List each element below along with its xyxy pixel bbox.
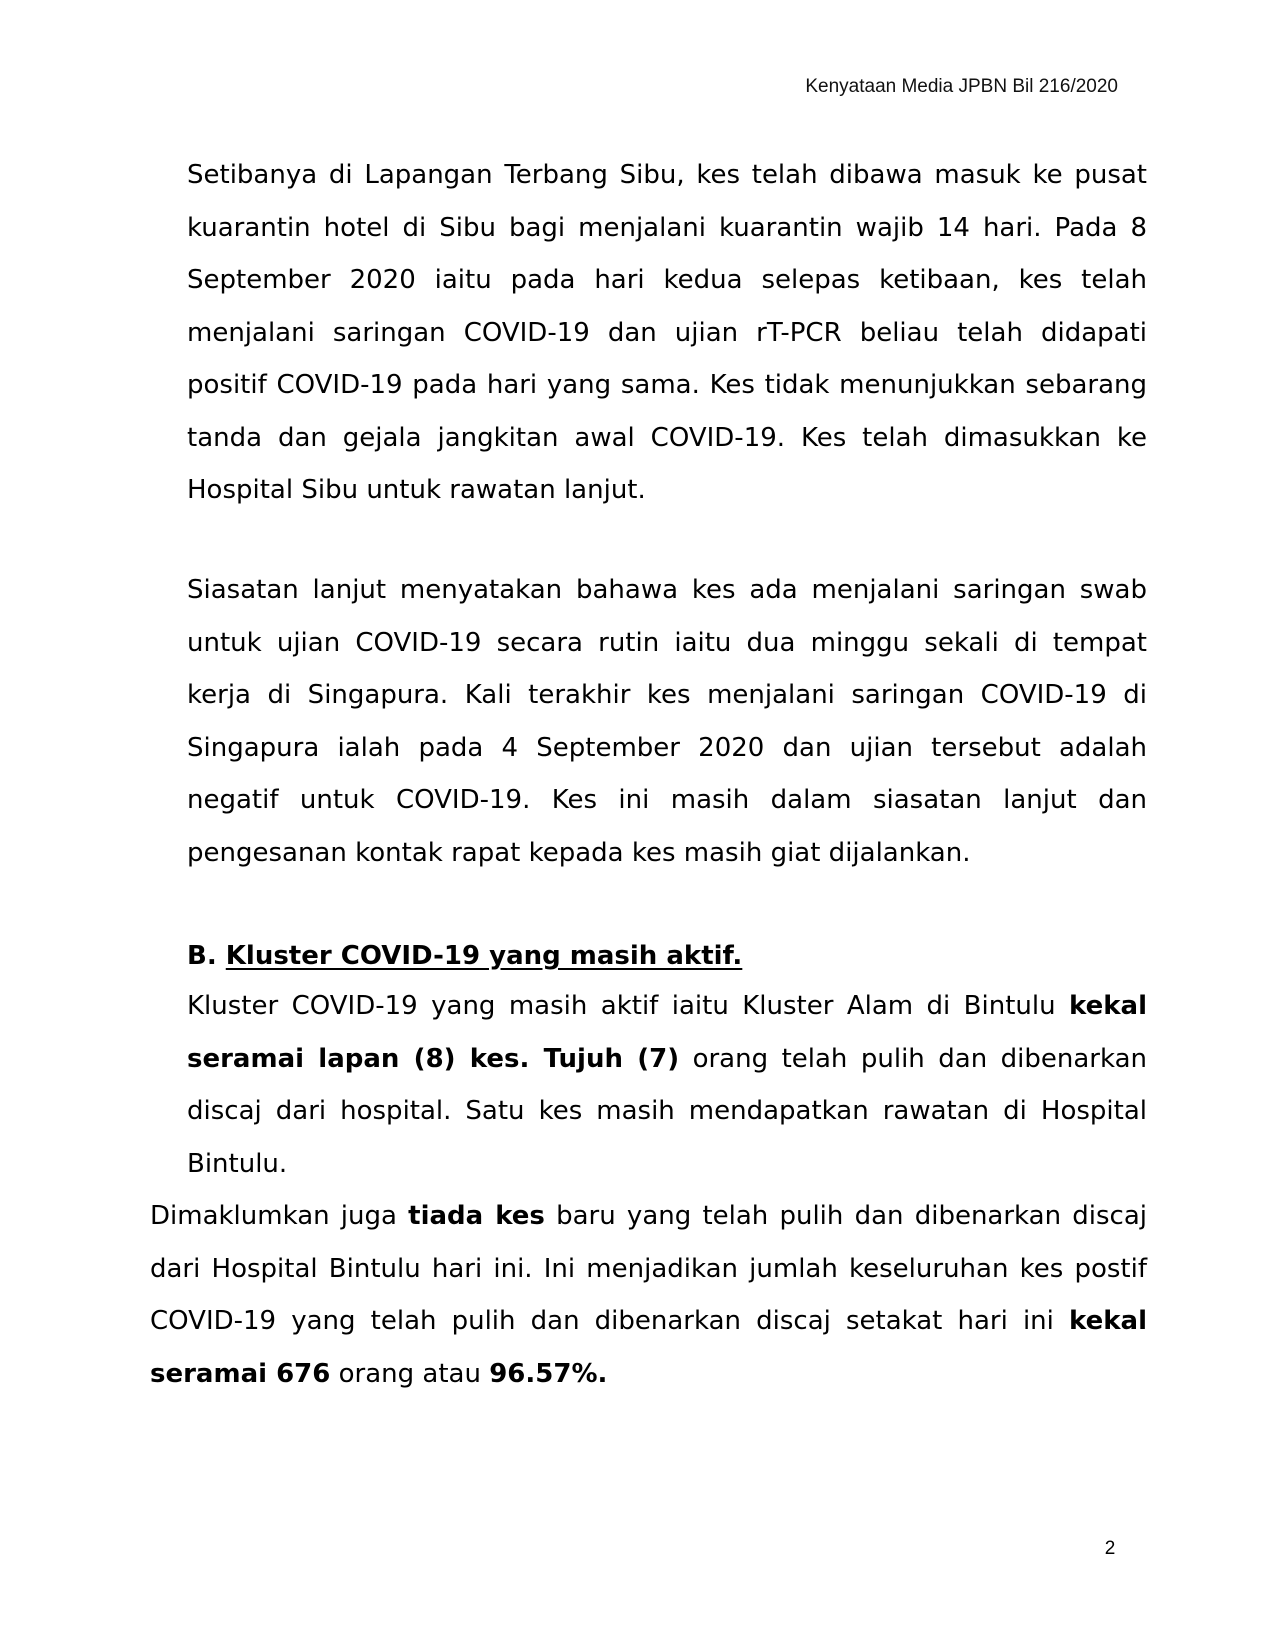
summary-bold-no-cases: tiada kes [408,1201,545,1231]
paragraph-recovery-summary [150,1190,1147,1400]
paragraph-investigation: Siasatan lanjut menyatakan bahawa kes ada menjalani saringan swab untuk ujian COVID-19 secara rutin iaitu dua minggu sekali di tempat kerja di Singapura. Kali terakhir kes menjalani saringan COVID-19 di Singapura ialah pada 4 September 2020 dan ujian tersebut adalah negatif untuk COVID-19. Kes ini masih dalam siasatan lanjut dan pengesanan kontak rapat kepada kes masih giat dijalankan. [187,575,1147,868]
section-b-marker: B. [187,941,217,971]
summary-text-2: baru yang telah pulih dan dibenarkan discaj dari Hospital Bintulu hari ini. Ini menjadikan jumlah keseluruhan kes postif COVID-19 yang telah pulih dan dibenarkan discaj setakat hari ini [150,1201,1147,1336]
summary-bold-total: kekal seramai 676 [150,1306,1147,1389]
document-reference: Kenyataan Media JPBN Bil 216/2020 [805,76,1118,97]
paragraph-active-cluster [187,980,1147,1190]
page-number: 2 [1104,1538,1116,1559]
summary-text-3: orang atau [330,1358,490,1389]
cluster-bold-count: kekal seramai lapan (8) kes. Tujuh (7) [187,991,1147,1074]
paragraph-case-arrival: Setibanya di Lapangan Terbang Sibu, kes telah dibawa masuk ke pusat kuarantin hotel di Sibu bagi menjalani kuarantin wajib 14 hari. Pada 8 September 2020 iaitu pada hari kedua selepas ketibaan, kes telah menjalani saringan COVID-19 dan ujian rT-PCR beliau telah didapati positif COVID-19 pada hari yang sama. Kes tidak menunjukkan sebarang tanda dan gejala jangkitan awal COVID-19. Kes telah dimasukkan ke Hospital Sibu untuk rawatan lanjut. [187,160,1147,505]
cluster-text-2: orang telah pulih dan dibenarkan discaj dari hospital. Satu kes masih mendapatkan rawatan di Hospital Bintulu. [187,1043,1147,1179]
section-b-heading [187,930,742,983]
summary-text-1: Dimaklumkan juga [150,1201,409,1231]
cluster-text-1: Kluster COVID-19 yang masih aktif iaitu Kluster Alam di Bintulu [187,991,1070,1021]
section-b-title: Kluster COVID-19 yang masih aktif. [225,941,743,971]
summary-bold-percentage: 96.57%. [489,1358,608,1389]
